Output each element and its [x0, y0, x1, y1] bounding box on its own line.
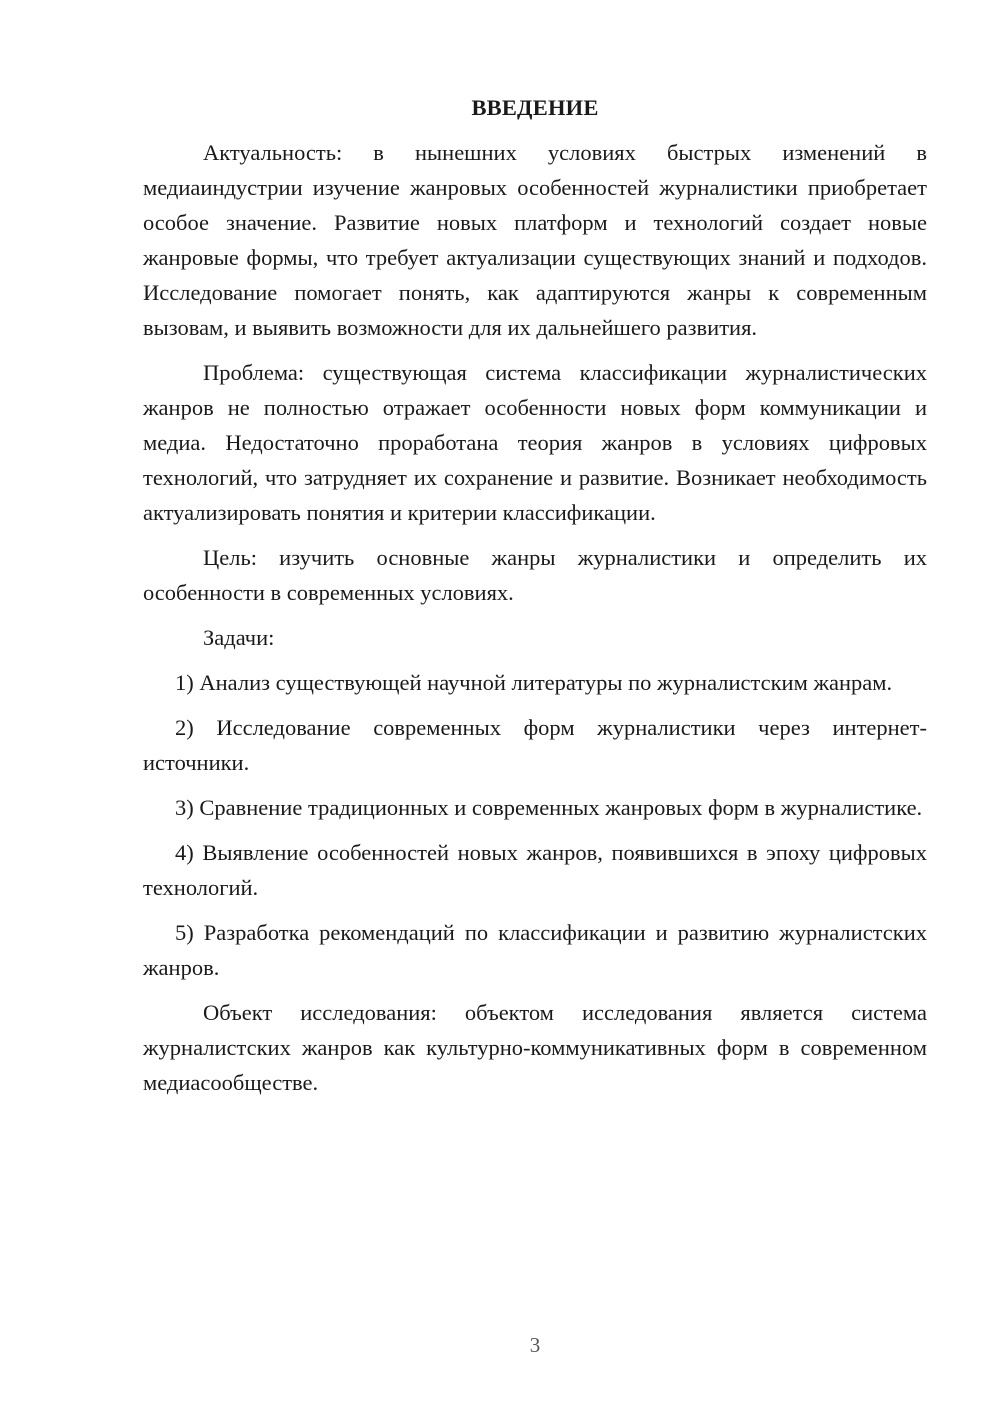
object-paragraph: Объект исследования: объектом исследования является система журналистских жанров как культурно-коммуникативных форм в современном медиасообществе.: [143, 1000, 927, 1095]
task-item: 1) Анализ существующей научной литературы по журналистским жанрам.: [175, 670, 893, 695]
task-item: 2) Исследование современных форм журналистики через интернет-источники.: [143, 715, 927, 775]
problem-paragraph: Проблема: существующая система классификации журналистических жанров не полностью отражает особенности новых форм коммуникации и медиа. Недостаточно проработана теория жанров в условиях цифровых технологий, что затрудняет их сохранение и развитие. Возникает необходимость актуализировать понятия и критерии классификации.: [143, 360, 927, 525]
relevance-paragraph: Актуальность: в нынешних условиях быстрых изменений в медиаиндустрии изучение жанровых особенностей журналистики приобретает особое значение. Развитие новых платформ и технологий создает новые жанровые формы, что требует актуализации существующих знаний и подходов. Исследование помогает понять, как адаптируются жанры к современным вызовам, и выявить возможности для их дальнейшего развития.: [143, 140, 927, 340]
page-number: 3: [529, 1333, 541, 1357]
tasks-label: Задачи:: [203, 625, 275, 650]
task-item: 4) Выявление особенностей новых жанров, появившихся в эпоху цифровых технологий.: [143, 840, 927, 900]
goal-paragraph: Цель: изучить основные жанры журналистики и определить их особенности в современных условиях.: [143, 545, 927, 605]
document-page: [143, 90, 927, 1110]
tasks-list: [143, 665, 927, 985]
section-heading: ВВЕДЕНИЕ: [471, 95, 599, 120]
task-item: 5) Разработка рекомендаций по классификации и развитию журналистских жанров.: [143, 920, 927, 980]
task-item: 3) Сравнение традиционных и современных жанровых форм в журналистике.: [175, 795, 923, 820]
